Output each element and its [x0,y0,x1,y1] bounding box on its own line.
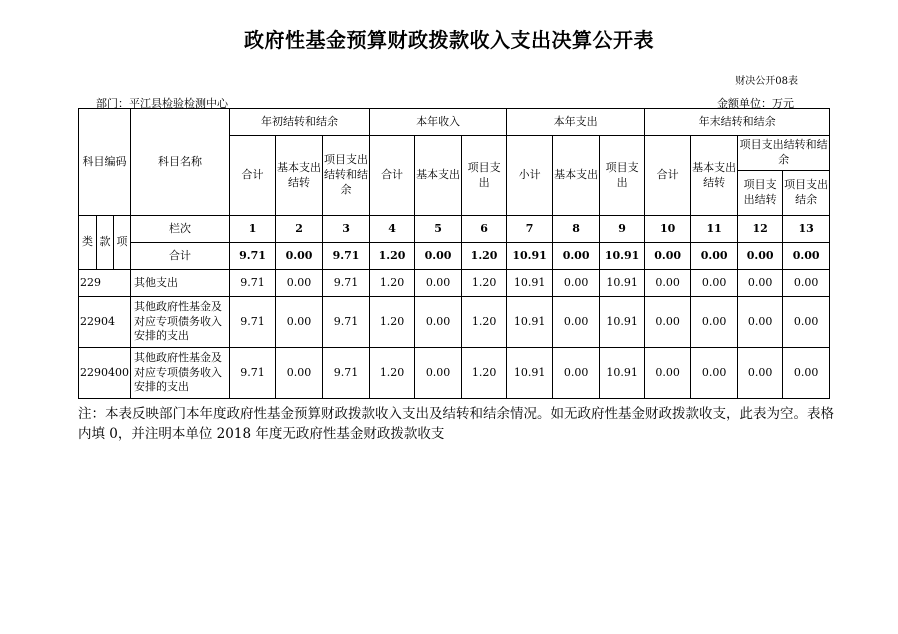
col-number: 7 [507,216,553,243]
value-cell: 0.00 [553,270,600,297]
total-cell: 10.91 [600,243,645,270]
value-cell: 0.00 [691,270,738,297]
total-cell: 0.00 [691,243,738,270]
total-cell: 1.20 [462,243,507,270]
total-cell: 1.20 [370,243,415,270]
value-cell: 0.00 [276,348,323,399]
value-cell: 9.71 [323,297,370,348]
value-cell: 1.20 [462,348,507,399]
value-cell: 10.91 [600,297,645,348]
col-header-9: 项目支出 [600,136,645,216]
value-cell: 10.91 [507,270,553,297]
value-cell: 1.20 [370,270,415,297]
value-cell: 10.91 [507,348,553,399]
total-row [79,243,830,270]
col-number: 6 [462,216,507,243]
col-header-4: 合计 [370,136,415,216]
subject-code: 229 [79,270,131,297]
value-cell: 9.71 [230,348,276,399]
total-cell: 10.91 [507,243,553,270]
col-number: 1 [230,216,276,243]
value-cell: 0.00 [783,348,830,399]
value-cell: 0.00 [276,297,323,348]
col-number: 11 [691,216,738,243]
value-cell: 1.20 [370,348,415,399]
value-cell: 0.00 [276,270,323,297]
col-header-10: 合计 [645,136,691,216]
value-cell: 0.00 [738,270,783,297]
fund-table [78,108,830,399]
value-cell: 0.00 [783,270,830,297]
col-number: 8 [553,216,600,243]
value-cell: 0.00 [645,348,691,399]
value-cell: 0.00 [738,297,783,348]
header-row-groups [79,109,830,136]
value-cell: 10.91 [507,297,553,348]
subject-name-header: 科目名称 [131,109,230,216]
col-number: 3 [323,216,370,243]
subject-code: 22904 [79,297,131,348]
table-row [79,270,830,297]
lei-header: 类 [79,216,97,270]
col-header-3: 项目支出结转和结余 [323,136,370,216]
subject-code-header: 科目编码 [79,109,131,216]
col-number: 4 [370,216,415,243]
kuan-header: 款 [97,216,114,270]
value-cell: 9.71 [230,297,276,348]
value-cell: 0.00 [645,297,691,348]
total-cell: 9.71 [323,243,370,270]
group-income-header: 本年收入 [370,109,507,136]
value-cell: 10.91 [600,270,645,297]
form-number: 财决公开08表 [735,76,798,87]
group-closing-header: 年末结转和结余 [645,109,830,136]
col-number: 9 [600,216,645,243]
group-opening-header: 年初结转和结余 [230,109,370,136]
total-cell: 0.00 [276,243,323,270]
value-cell: 0.00 [691,297,738,348]
col-header-6: 项目支出 [462,136,507,216]
table-row [79,297,830,348]
column-number-row [79,216,830,243]
subject-name: 其他支出 [131,270,230,297]
col-number: 5 [415,216,462,243]
xiang-header: 项 [114,216,131,270]
value-cell: 0.00 [415,270,462,297]
value-cell: 0.00 [553,297,600,348]
col-header-2: 基本支出结转 [276,136,323,216]
col-number: 2 [276,216,323,243]
value-cell: 0.00 [415,348,462,399]
value-cell: 0.00 [691,348,738,399]
value-cell: 10.91 [600,348,645,399]
col-header-1: 合计 [230,136,276,216]
group-expense-header: 本年支出 [507,109,645,136]
total-cell: 0.00 [553,243,600,270]
value-cell: 1.20 [462,297,507,348]
value-cell: 1.20 [462,270,507,297]
subject-name: 其他政府性基金及对应专项债务收入安排的支出 [131,348,230,399]
col-header-12: 项目支出结转 [738,171,783,216]
col-number: 12 [738,216,783,243]
subject-code: 2290400 [79,348,131,399]
col-header-11: 基本支出结转 [691,136,738,216]
column-number-label: 栏次 [131,216,230,243]
col-header-5: 基本支出 [415,136,462,216]
department-label: 部门：平江县检验检测中心 [96,97,228,110]
col-number: 10 [645,216,691,243]
total-cell: 9.71 [230,243,276,270]
amount-unit-label: 金额单位：万元 [717,97,794,110]
total-cell: 0.00 [783,243,830,270]
value-cell: 0.00 [783,297,830,348]
col-header-13: 项目支出结余 [783,171,830,216]
value-cell: 0.00 [553,348,600,399]
col-header-7: 小计 [507,136,553,216]
footnote: 注：本表反映部门本年度政府性基金预算财政拨款收入支出及结转和结余情况。如无政府性基金财政拨款收支，此表为空。表格内填 0，并注明本单位 2018 年度无政府性基金财政拨款收支 [78,406,834,443]
value-cell: 0.00 [645,270,691,297]
col-number: 13 [783,216,830,243]
value-cell: 0.00 [415,297,462,348]
table-row [79,348,830,399]
subject-name: 其他政府性基金及对应专项债务收入安排的支出 [131,297,230,348]
total-cell: 0.00 [738,243,783,270]
col-header-8: 基本支出 [553,136,600,216]
value-cell: 9.71 [323,348,370,399]
value-cell: 0.00 [738,348,783,399]
value-cell: 9.71 [323,270,370,297]
page-title: 政府性基金预算财政拨款收入支出决算公开表 [244,28,654,52]
value-cell: 1.20 [370,297,415,348]
total-cell: 0.00 [415,243,462,270]
total-cell: 0.00 [645,243,691,270]
value-cell: 9.71 [230,270,276,297]
group-closing-project-header: 项目支出结转和结余 [738,136,830,171]
total-label: 合计 [131,243,230,270]
